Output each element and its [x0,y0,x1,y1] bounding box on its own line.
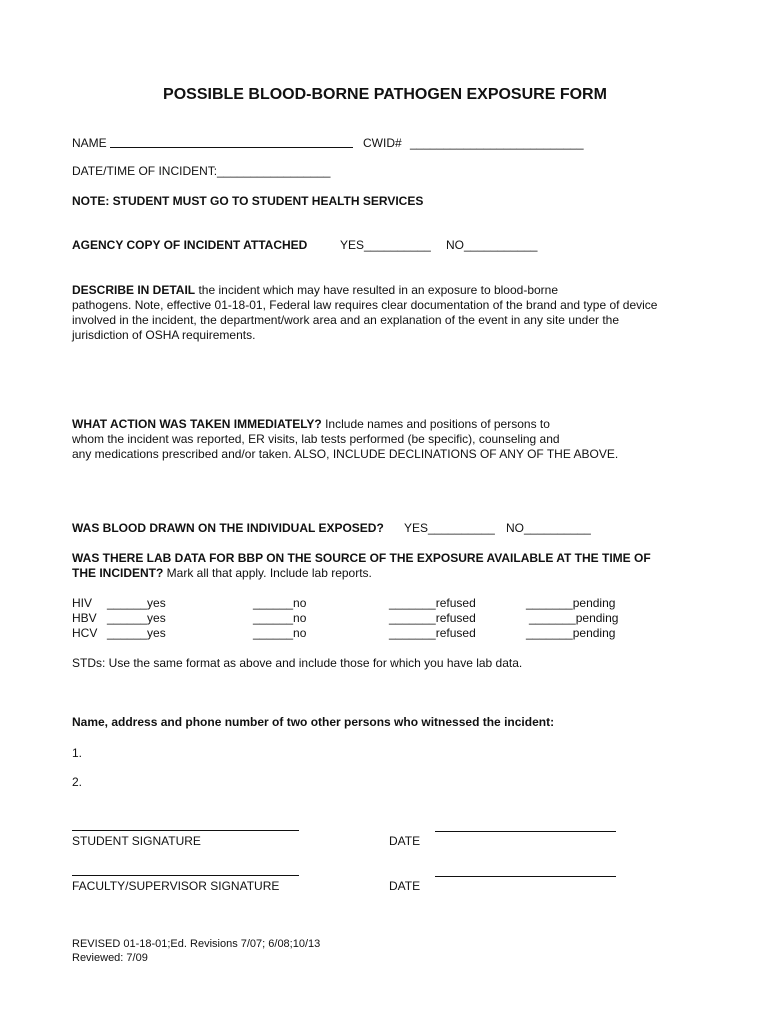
lab-data-line-1: WAS THERE LAB DATA FOR BBP ON THE SOURCE OF THE EXPOSURE AVAILABLE AT THE TIME OF [72,551,651,565]
describe-line-2: pathogens. Note, effective 01-18-01, Federal law requires clear documentation of the brand and type of device [72,298,658,312]
form-title: POSSIBLE BLOOD-BORNE PATHOGEN EXPOSURE FORM [163,86,607,103]
describe-line-4: jurisdiction of OSHA requirements. [72,328,256,342]
lab-no-field[interactable]: ______no [253,611,307,625]
lab-data-line-2: Mark all that apply. Include lab reports. [163,566,372,580]
lab-no-field[interactable]: ______no [253,626,307,640]
name-field[interactable] [110,147,353,148]
describe-instructions [72,283,712,343]
lab-pending-field[interactable]: _______pending [529,611,619,625]
student-date-line[interactable] [435,831,616,832]
describe-line-3: involved in the incident, the department/work area and an explanation of the event in any site under the [72,313,620,327]
lab-data-line-2-bold: THE INCIDENT? [72,566,164,580]
blood-drawn-yes-field[interactable]: YES__________ [404,521,495,535]
describe-line-1: the incident which may have resulted in an exposure to blood-borne [195,283,559,297]
lab-yes-field[interactable]: ______yes [107,626,166,640]
lab-row-label: HCV [72,626,98,640]
witness-2-label: 2. [72,775,83,789]
witness-label: Name, address and phone number of two other persons who witnessed the incident: [72,715,555,729]
lab-no-field[interactable]: ______no [253,596,307,610]
describe-heading: DESCRIBE IN DETAIL [72,283,196,297]
lab-pending-field[interactable]: _______pending [526,626,616,640]
lab-pending-field[interactable]: _______pending [526,596,616,610]
cwid-field[interactable]: __________________________ [410,136,584,150]
datetime-label: DATE/TIME OF INCIDENT: [72,164,218,178]
lab-row-label: HIV [72,596,93,610]
faculty-signature-line[interactable] [72,875,299,876]
action-line-3: any medications prescribed and/or taken. ALSO, INCLUDE DECLINATIONS OF ANY OF THE ABOVE. [72,447,619,461]
faculty-signature-label: FACULTY/SUPERVISOR SIGNATURE [72,879,280,893]
lab-refused-field[interactable]: _______refused [389,626,476,640]
revision-note: REVISED 01-18-01;Ed. Revisions 7/07; 6/08;10/13 [72,938,321,950]
student-signature-line[interactable] [72,830,299,831]
blood-drawn-label: WAS BLOOD DRAWN ON THE INDIVIDUAL EXPOSED? [72,521,384,535]
datetime-field[interactable]: _________________ [217,164,331,178]
cwid-label: CWID# [363,136,402,150]
agency-no-field[interactable]: NO___________ [446,238,538,252]
student-signature-label: STUDENT SIGNATURE [72,834,201,848]
blood-drawn-no-field[interactable]: NO__________ [506,521,591,535]
action-line-1: Include names and positions of persons to [321,417,550,431]
reviewed-note: Reviewed: 7/09 [72,952,148,964]
faculty-date-line[interactable] [435,876,616,877]
health-services-note: NOTE: STUDENT MUST GO TO STUDENT HEALTH SERVICES [72,194,424,208]
witness-1-label: 1. [72,746,83,760]
action-instructions [72,417,712,462]
agency-yes-field[interactable]: YES__________ [340,238,431,252]
name-label: NAME [72,136,107,150]
lab-refused-field[interactable]: _______refused [389,596,476,610]
action-heading: WHAT ACTION WAS TAKEN IMMEDIATELY? [72,417,322,431]
stds-note: STDs: Use the same format as above and include those for which you have lab data. [72,656,523,670]
student-date-label: DATE [389,834,421,848]
lab-yes-field[interactable]: ______yes [107,596,166,610]
lab-refused-field[interactable]: _______refused [389,611,476,625]
agency-copy-label: AGENCY COPY OF INCIDENT ATTACHED [72,238,308,252]
action-line-2: whom the incident was reported, ER visits, lab tests performed (be specific), counseling and [72,432,560,446]
lab-yes-field[interactable]: ______yes [107,611,166,625]
lab-data-question [72,551,732,581]
lab-row-label: HBV [72,611,97,625]
faculty-date-label: DATE [389,879,421,893]
